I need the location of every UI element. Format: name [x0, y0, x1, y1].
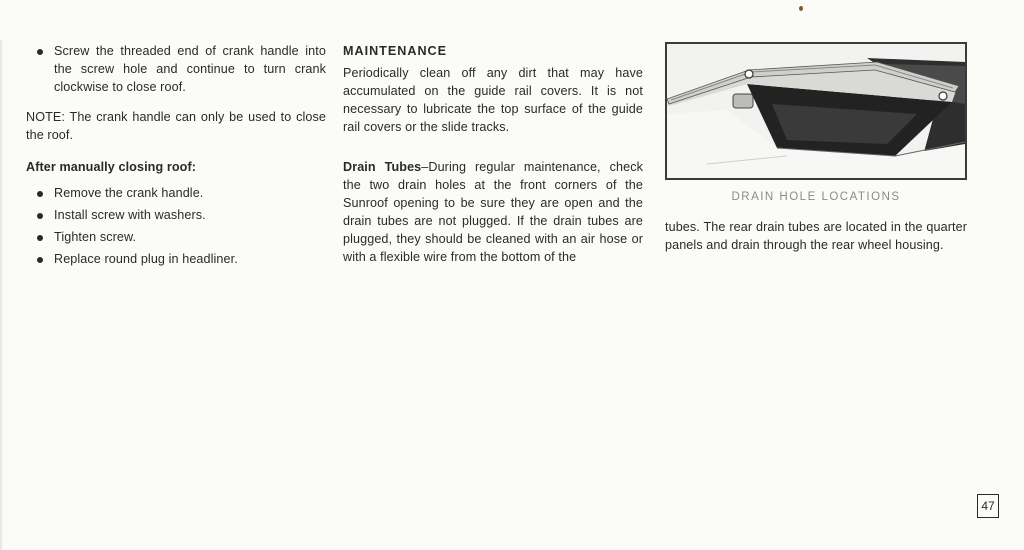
- page-number: 47: [977, 494, 999, 518]
- note-text: NOTE: The crank handle can only be used to close the roof.: [26, 110, 326, 142]
- step-text: Tighten screw.: [54, 230, 137, 244]
- sunroof-illustration: [667, 44, 965, 178]
- bullet-icon: [37, 191, 43, 197]
- bullet-icon: [37, 235, 43, 241]
- step-text: Replace round plug in headliner.: [54, 252, 238, 266]
- intro-list: [26, 42, 326, 96]
- left-column: [26, 42, 326, 272]
- maintenance-paragraph: Periodically clean off any dirt that may have accumulated on the guide rail covers. It is not necessary to lubricate the top surface of the guide rail covers or the slide tracks.: [343, 66, 643, 134]
- drain-tubes-paragraph: [343, 158, 643, 266]
- step-text: Remove the crank handle.: [54, 186, 204, 200]
- continued-text: tubes. The rear drain tubes are located in the quarter panels and drain through the rear wheel housing.: [665, 220, 967, 252]
- maintenance-heading: MAINTENANCE: [343, 44, 448, 58]
- intro-bullet-text: Screw the threaded end of crank handle into the screw hole and continue to turn crank clockwise to close roof.: [54, 44, 326, 94]
- list-item: [26, 206, 326, 224]
- bullet-icon: [37, 257, 43, 263]
- steps-list: [26, 184, 326, 268]
- print-speck: [799, 6, 803, 11]
- bullet-icon: [37, 213, 43, 219]
- figure-caption: DRAIN HOLE LOCATIONS: [731, 191, 901, 203]
- page-edge: [0, 40, 3, 550]
- subheading: After manually closing roof:: [26, 160, 197, 174]
- middle-column: [343, 42, 643, 266]
- right-column: [665, 42, 967, 254]
- step-text: Install screw with washers.: [54, 208, 206, 222]
- list-item: [26, 184, 326, 202]
- list-item: [26, 250, 326, 268]
- drain-tubes-lead: Drain Tubes: [343, 160, 422, 174]
- drain-hole-figure: [665, 42, 967, 180]
- bullet-icon: [37, 49, 43, 55]
- drain-tubes-text: –During regular maintenance, check the two drain holes at the front corners of the Sunroof opening to be sure they are open and the drain tubes are not plugged. If the drain tubes are plugged, they should be cleaned with an air hose or with a flexible wire from the bottom of the: [343, 160, 643, 264]
- list-item: [26, 42, 326, 96]
- list-item: [26, 228, 326, 246]
